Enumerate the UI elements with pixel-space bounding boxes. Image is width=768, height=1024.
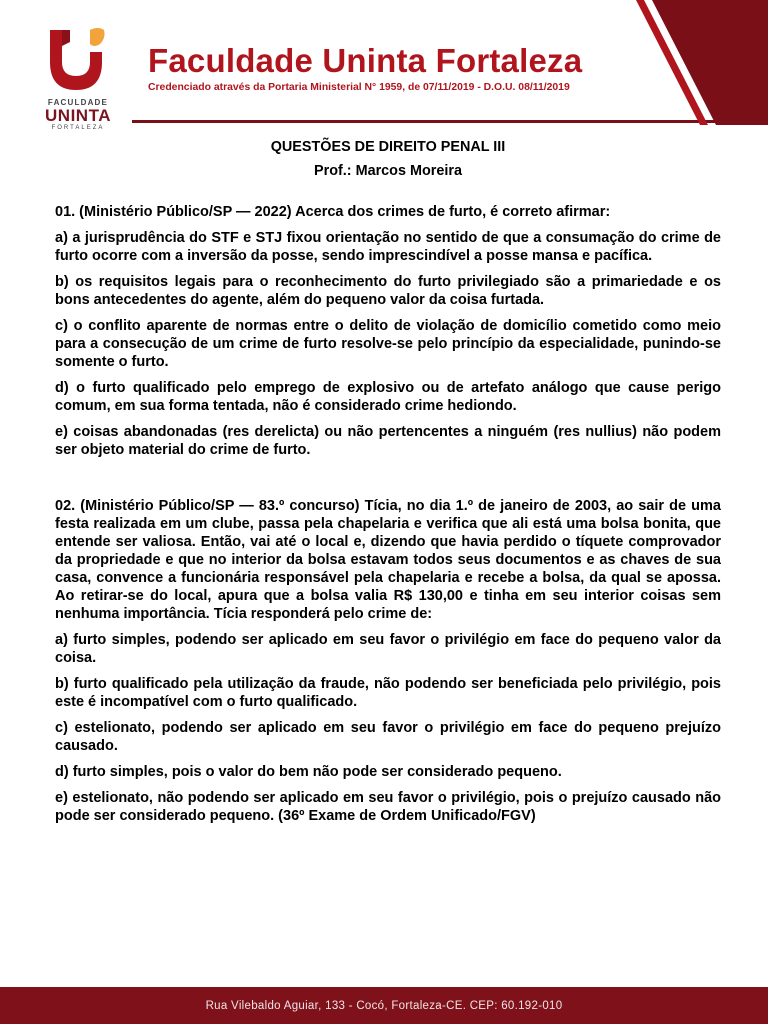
footer-address: Rua Vilebaldo Aguiar, 133 - Cocó, Fortaleza-CE. CEP: 60.192-010 (205, 999, 563, 1012)
accreditation-subtitle: Credenciado através da Portaria Ministerial N° 1959, de 07/11/2019 - D.O.U. 08/11/2019 (148, 82, 570, 93)
answer-option-c: c) o conflito aparente de normas entre o delito de violação de domicílio cometido como meio para a consecução de um crime de furto resolve-se pelo princípio da especialidade, punindo-se somente o furto. (55, 318, 721, 370)
logo-word-faculdade: FACULDADE (47, 98, 109, 107)
answer-option-a: a) furto simples, podendo ser aplicado em seu favor o privilégio em face do pequeno valor da coisa. (55, 632, 721, 666)
question-2 (55, 497, 721, 825)
answer-option-a: a) a jurisprudência do STF e STJ fixou orientação no sentido de que a consumação do crime de furto ocorre com a inversão da posse, sendo imprescindível a posse mansa e pacífica. (55, 230, 721, 264)
question-1 (55, 203, 721, 459)
institution-title: Faculdade Uninta Fortaleza (148, 42, 583, 79)
corner-decoration (608, 0, 768, 125)
logo-word-uninta: UNINTA (45, 106, 111, 125)
document-title: QUESTÕES DE DIREITO PENAL III (270, 139, 506, 155)
answer-option-e: e) coisas abandonadas (res derelicta) ou não pertencentes a ninguém (res nullius) não podem ser objeto material do crime de furto. (55, 424, 721, 458)
professor-name: Prof.: Marcos Moreira (314, 163, 462, 179)
document-body (55, 134, 721, 825)
uninta-logo-icon (40, 22, 112, 94)
answer-option-c: c) estelionato, podendo ser aplicado em seu favor o privilégio em face do pequeno prejuízo causado. (55, 720, 721, 754)
answer-option-e: e) estelionato, não podendo ser aplicado em seu favor o privilégio, pois o prejuízo causado não pode ser considerado pequeno. (36º Exame de Ordem Unificado/FGV) (55, 790, 721, 824)
answer-option-d: d) furto simples, pois o valor do bem não pode ser considerado pequeno. (55, 764, 562, 780)
logo-word-fortaleza: FORTALEZA (51, 125, 105, 131)
answer-option-d: d) o furto qualificado pelo emprego de explosivo ou de artefato análogo que cause perigo comum, em sua forma tentada, não é considerado crime hediondo. (55, 380, 721, 414)
question-statement: 02. (Ministério Público/SP — 83.º concurso) Tícia, no dia 1.º de janeiro de 2003, ao sair de uma festa realizada em um clube, passa pela chapelaria e verifica que ali está uma bolsa bonita, que entende ser valiosa. Então, vai até o local e, dizendo que havia perdido o tíquete comprovador da propriedade e que no interior da bolsa estavam todos seus documentos e as chaves de sua casa, convence a funcionária responsável pela chapelaria e recebe a bolsa, da qual se apossa. Ao retirar-se do local, apura que a bolsa valia R$ 130,00 e tinha em seu interior coisas sem nenhuma importância. Tícia responderá pelo crime de: (55, 498, 721, 622)
page-header (0, 0, 768, 140)
page-footer (0, 987, 768, 1024)
answer-option-b: b) furto qualificado pela utilização da fraude, não podendo ser beneficiada pelo privilégio, pois este é incompatível com o furto qualificado. (55, 676, 721, 710)
question-statement: 01. (Ministério Público/SP — 2022) Acerca dos crimes de furto, é correto afirmar: (55, 204, 611, 220)
answer-option-b: b) os requisitos legais para o reconhecimento do furto privilegiado são a primariedade e os bons antecedentes do agente, além do pequeno valor da coisa furtada. (55, 274, 721, 308)
